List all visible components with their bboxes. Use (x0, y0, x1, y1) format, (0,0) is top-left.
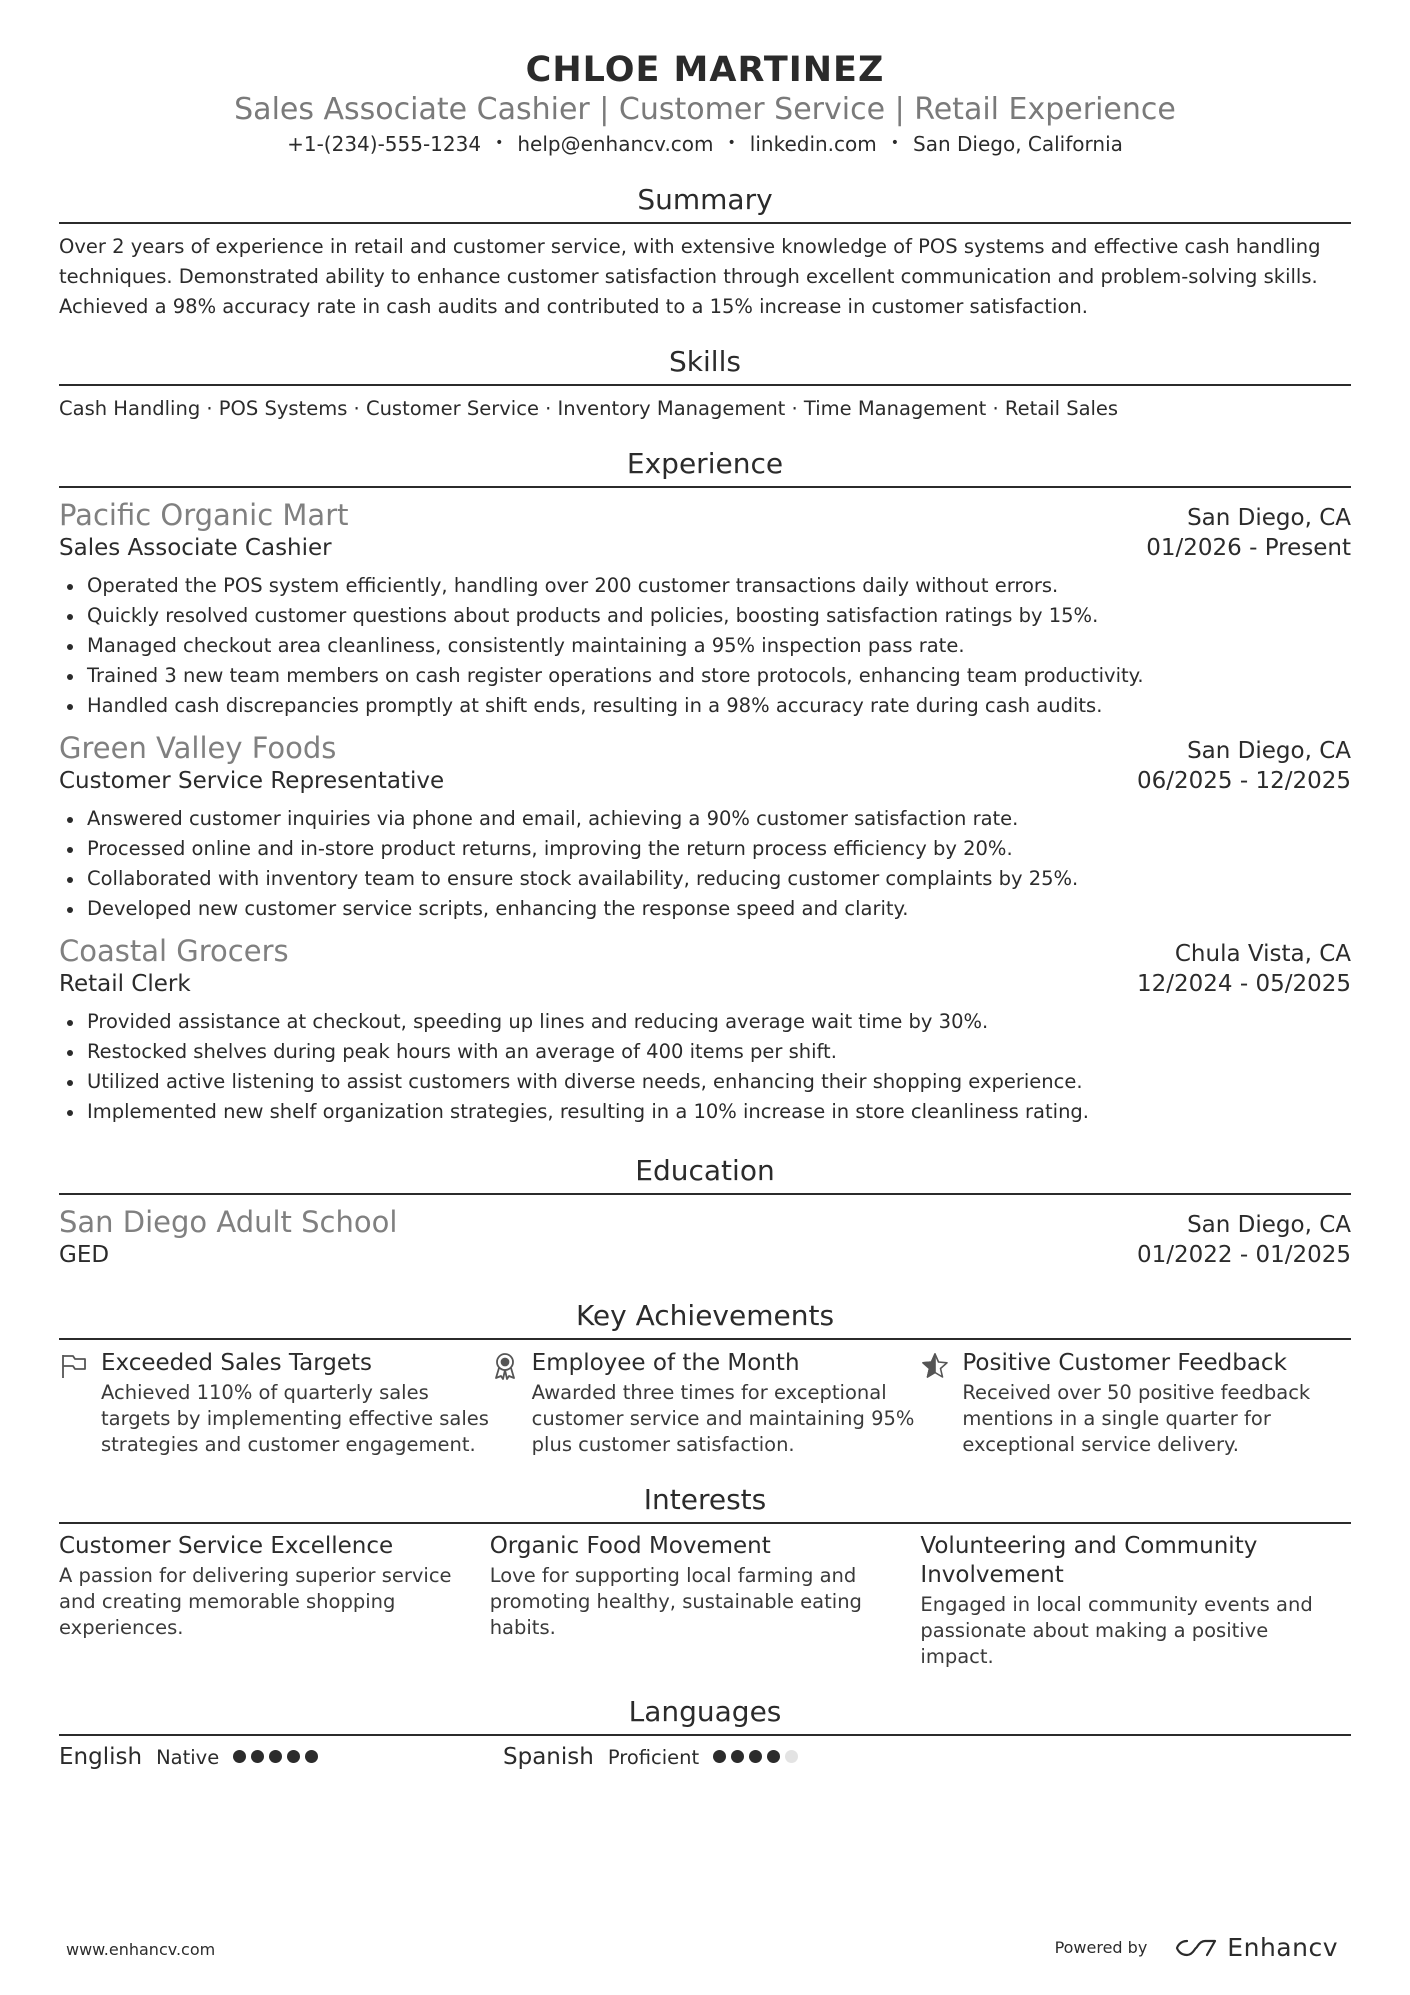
enhancv-logo-icon (1173, 1936, 1219, 1960)
education-entry (59, 1203, 1351, 1274)
degree: GED (59, 1242, 110, 1268)
rating-dot-empty (785, 1750, 798, 1763)
rating-dot-filled (233, 1750, 246, 1763)
resume-header (59, 48, 1351, 158)
job-location: San Diego, CA (1187, 505, 1351, 531)
section-title-education: Education (59, 1153, 1351, 1195)
language-rating (713, 1750, 798, 1763)
rating-dot-filled (749, 1750, 762, 1763)
bullet-item: Managed checkout area cleanliness, consistently maintaining a 95% inspection pass rate. (87, 631, 1351, 661)
interest-item (490, 1532, 921, 1670)
location: San Diego, California (913, 132, 1123, 156)
interest-item (920, 1532, 1351, 1670)
bullet-item: Trained 3 new team members on cash register operations and store protocols, enhancing team productivity. (87, 661, 1351, 691)
rating-dot-filled (287, 1750, 300, 1763)
school-name: San Diego Adult School (59, 1205, 398, 1239)
bullet-item: Quickly resolved customer questions about products and policies, boosting satisfaction ratings by 15%. (87, 601, 1351, 631)
section-title-interests: Interests (59, 1482, 1351, 1524)
phone: +1-(234)-555-1234 (287, 132, 482, 156)
bullet-item: Processed online and in-store product returns, improving the return process efficiency by 20%. (87, 834, 1351, 864)
summary-text: Over 2 years of experience in retail and customer service, with extensive knowledge of POS systems and effective cash handling techniques. Demonstrated ability to enhance customer satisfaction through excellent communication and problem-solving skills. Achieved a 98% accuracy rate in cash audits and contributed to a 15% increase in customer satisfaction. (59, 235, 1321, 318)
rating-dot-filled (713, 1750, 726, 1763)
star-icon (920, 1351, 950, 1381)
separator: • (890, 135, 900, 151)
bullet-item: Provided assistance at checkout, speeding up lines and reducing average wait time by 30%. (87, 1007, 1351, 1037)
bullet-item: Collaborated with inventory team to ensure stock availability, reducing customer complaints by 25%. (87, 864, 1351, 894)
company-name: Green Valley Foods (59, 731, 337, 765)
achievement-desc: Received over 50 positive feedback mentions in a single quarter for exceptional service delivery. (962, 1381, 1311, 1456)
section-title-summary: Summary (59, 182, 1351, 224)
company-name: Pacific Organic Mart (59, 498, 349, 532)
education-dates: 01/2022 - 01/2025 (1136, 1242, 1351, 1268)
bullet-list (59, 571, 1351, 721)
achievement-title: Exceeded Sales Targets (101, 1350, 373, 1376)
achievements-list (59, 1348, 1351, 1458)
bullet-list (59, 1007, 1351, 1127)
contact-line (59, 130, 1351, 158)
achievement-desc: Achieved 110% of quarterly sales targets by implementing effective sales strategies and customer engagement. (101, 1381, 489, 1456)
linkedin[interactable]: linkedin.com (749, 132, 877, 156)
achievement-title: Positive Customer Feedback (962, 1350, 1287, 1376)
rating-dot-filled (305, 1750, 318, 1763)
job-dates: 12/2024 - 05/2025 (1136, 971, 1351, 997)
language-name: Spanish (503, 1744, 594, 1770)
bullet-item: Answered customer inquiries via phone and email, achieving a 90% customer satisfaction rate. (87, 804, 1351, 834)
interest-desc: Engaged in local community events and passionate about making a positive impact. (920, 1593, 1313, 1668)
enhancv-logo[interactable] (1173, 1933, 1338, 1962)
experience-entry (59, 729, 1351, 924)
achievement-title: Employee of the Month (531, 1350, 800, 1376)
section-title-skills: Skills (59, 344, 1351, 386)
powered-by-label: Powered by (1054, 1938, 1148, 1957)
flag-icon (59, 1351, 89, 1381)
interests-list (59, 1532, 1351, 1670)
bullet-item: Operated the POS system efficiently, handling over 200 customer transactions daily without errors. (87, 571, 1351, 601)
bullet-item: Handled cash discrepancies promptly at shift ends, resulting in a 98% accuracy rate during cash audits. (87, 691, 1351, 721)
section-title-languages: Languages (59, 1694, 1351, 1736)
language-item (59, 1744, 503, 1770)
section-title-experience: Experience (59, 446, 1351, 488)
job-role: Customer Service Representative (59, 768, 445, 794)
school-location: San Diego, CA (1187, 1212, 1351, 1238)
language-name: English (59, 1744, 143, 1770)
footer-brand (1055, 1933, 1338, 1962)
job-role: Sales Associate Cashier (59, 535, 332, 561)
separator: • (495, 135, 504, 151)
language-level: Proficient (607, 1746, 700, 1769)
rating-dot-filled (251, 1750, 264, 1763)
languages-list (59, 1744, 1351, 1770)
bullet-item: Implemented new shelf organization strategies, resulting in a 10% increase in store cleanliness rating. (87, 1097, 1351, 1127)
achievement-item (920, 1348, 1351, 1458)
language-rating (233, 1750, 318, 1763)
section-title-achievements: Key Achievements (59, 1298, 1351, 1340)
rating-dot-filled (767, 1750, 780, 1763)
email[interactable]: help@enhancv.com (517, 132, 714, 156)
rating-dot-filled (731, 1750, 744, 1763)
interest-title: Organic Food Movement (489, 1533, 771, 1559)
company-name: Coastal Grocers (59, 934, 289, 968)
bullet-item: Developed new customer service scripts, enhancing the response speed and clarity. (87, 894, 1351, 924)
language-level: Native (156, 1746, 220, 1769)
skills-list: Cash Handling · POS Systems · Customer Service · Inventory Management · Time Management · Retail Sales (59, 397, 1119, 420)
bullet-item: Restocked shelves during peak hours with an average of 400 items per shift. (87, 1037, 1351, 1067)
candidate-name: CHLOE MARTINEZ (525, 50, 885, 90)
interest-desc: Love for supporting local farming and promoting healthy, sustainable eating habits. (489, 1564, 862, 1639)
job-dates: 01/2026 - Present (1146, 535, 1351, 561)
achievement-desc: Awarded three times for exceptional customer service and maintaining 95% plus customer satisfaction. (531, 1381, 915, 1456)
separator: • (727, 135, 736, 151)
interest-title: Customer Service Excellence (59, 1533, 394, 1559)
job-location: San Diego, CA (1187, 738, 1351, 764)
achievement-item (59, 1348, 490, 1458)
language-item (503, 1744, 947, 1770)
brand-name: Enhancv (1227, 1933, 1338, 1962)
job-dates: 06/2025 - 12/2025 (1136, 768, 1351, 794)
interest-title: Volunteering and Community Involvement (920, 1533, 1258, 1588)
rating-dot-filled (269, 1750, 282, 1763)
interest-desc: A passion for delivering superior service and creating memorable shopping experiences. (59, 1564, 452, 1639)
interest-item (59, 1532, 490, 1670)
achievement-item (490, 1348, 921, 1458)
award-icon (490, 1351, 520, 1381)
bullet-item: Utilized active listening to assist customers with diverse needs, enhancing their shopping experience. (87, 1067, 1351, 1097)
bullet-list (59, 804, 1351, 924)
footer-website[interactable]: www.enhancv.com (66, 1940, 216, 1959)
job-role: Retail Clerk (59, 971, 191, 997)
job-location: Chula Vista, CA (1174, 941, 1351, 967)
experience-entry (59, 932, 1351, 1127)
candidate-title: Sales Associate Cashier | Customer Service | Retail Experience (234, 92, 1176, 127)
experience-entry (59, 496, 1351, 721)
